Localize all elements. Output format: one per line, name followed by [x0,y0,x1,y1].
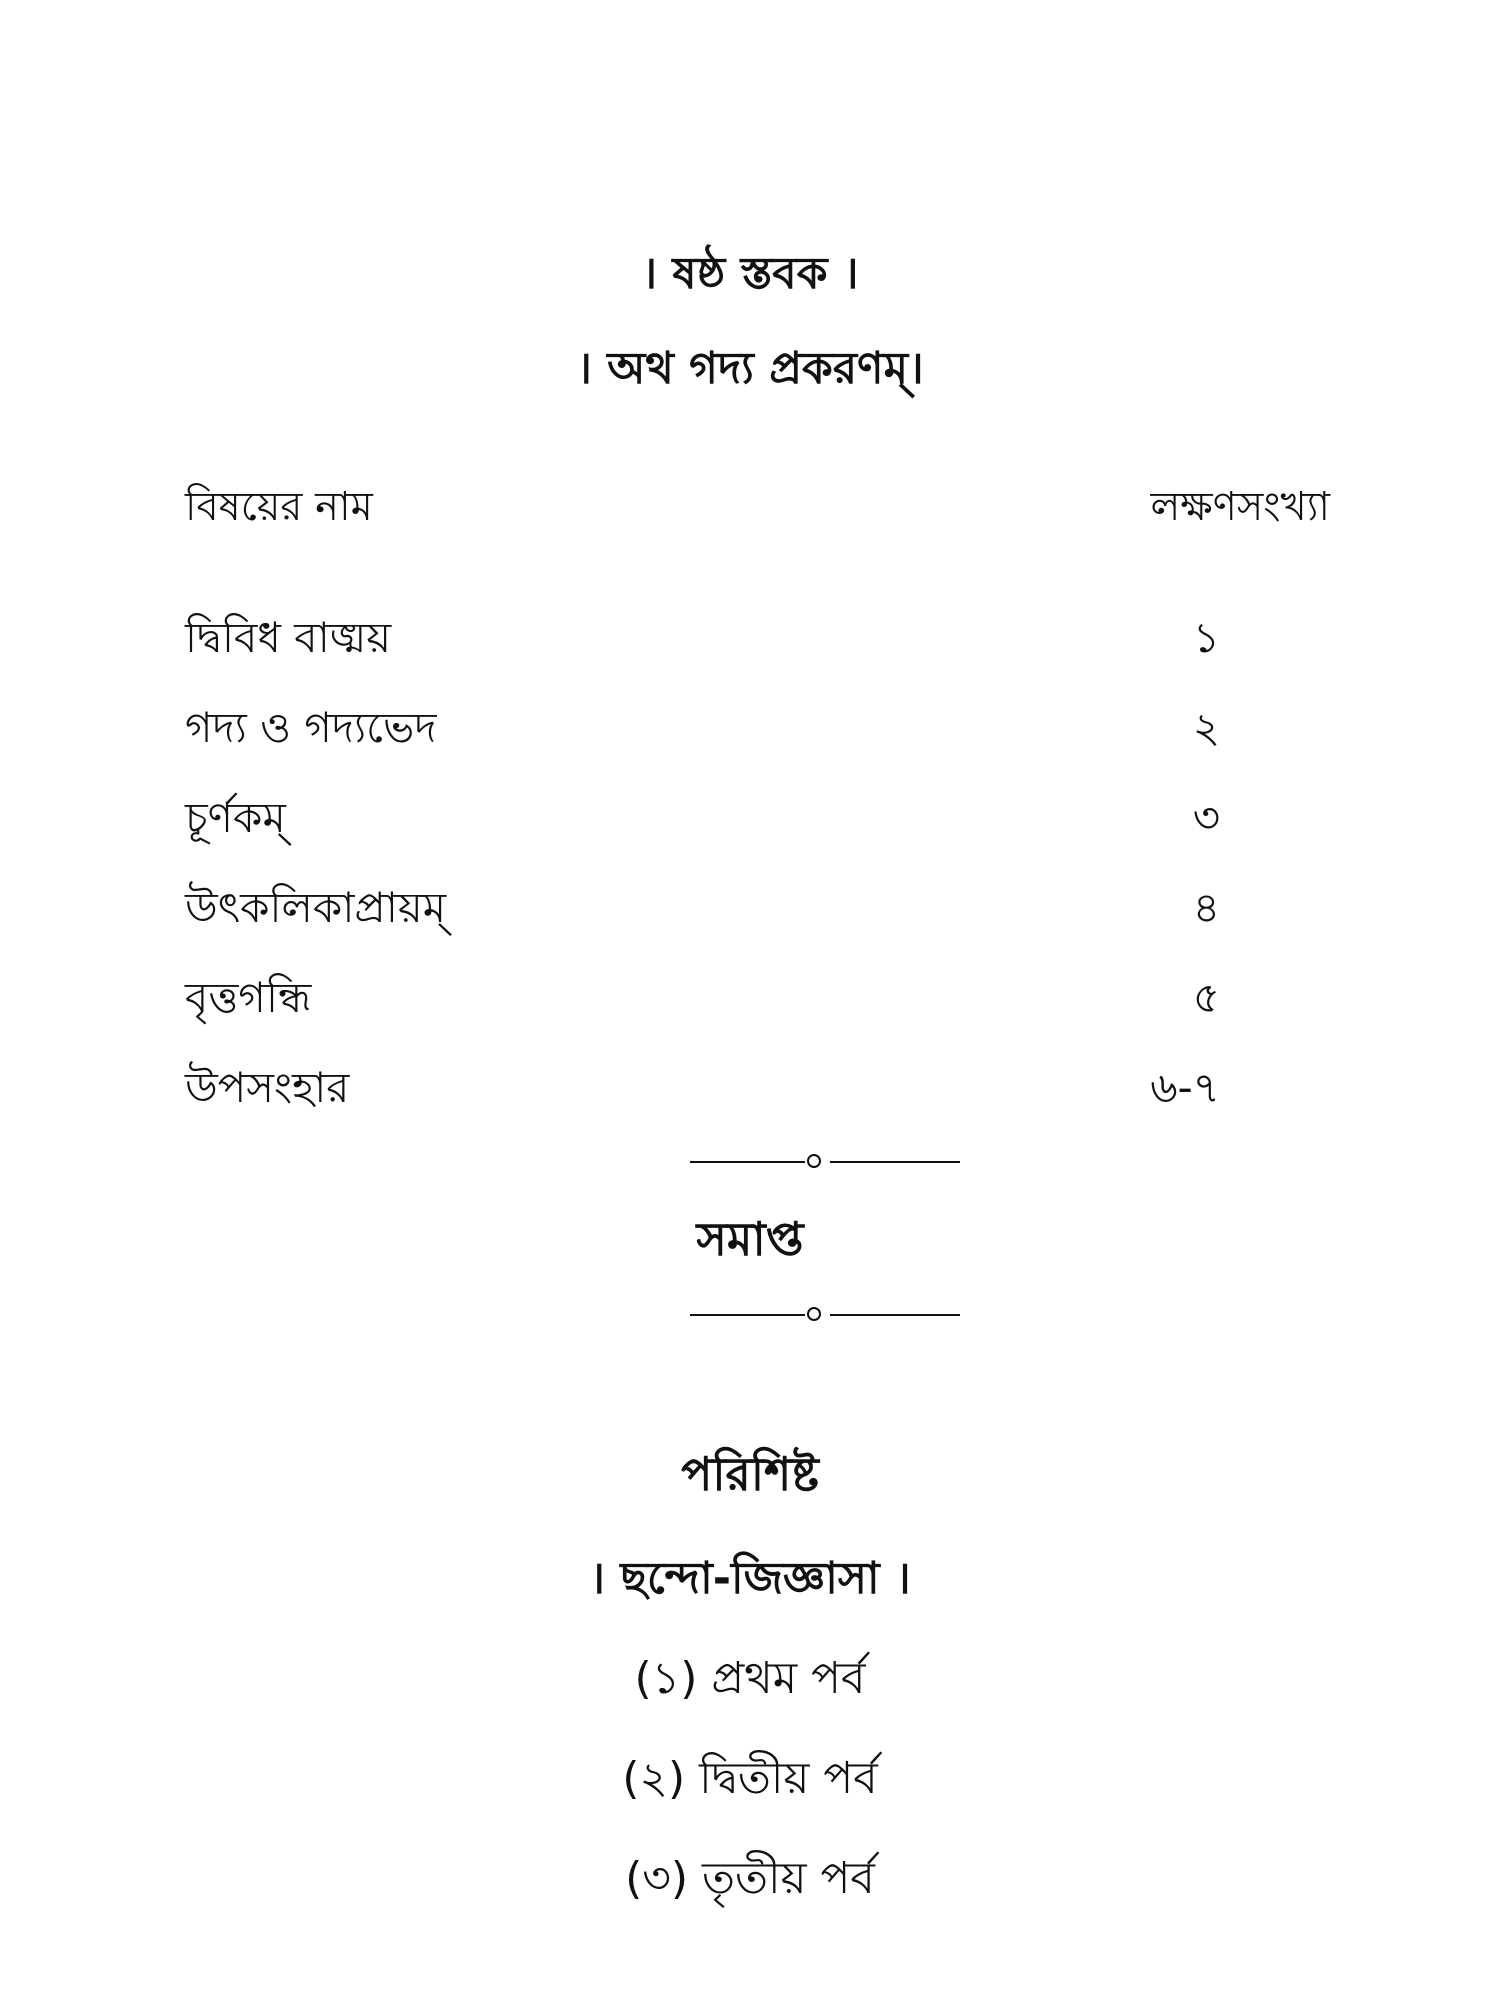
appendix-title: পরিশিষ্ট [681,1447,819,1501]
table-row [185,695,1220,785]
table-row [185,875,1220,965]
row-topic: বৃত্তগন্ধি [185,973,312,1022]
divider-line [690,1314,805,1316]
row-topic: গদ্য ও গদ্যভেদ [185,703,437,752]
row-topic: উপসংহার [185,1063,350,1112]
table-row [185,965,1220,1055]
table-row [185,605,1220,695]
end-mark: সমাপ্ত [696,1212,804,1266]
appendix-part: (১) প্রথম পর্ব [634,1653,866,1704]
column-header-count: লক্ষণসংখ্যা [1150,484,1330,530]
row-topic: চূর্ণকম্ [185,793,286,842]
divider-line [830,1314,960,1316]
row-number: ৪ [1192,883,1220,932]
table-row [185,1055,1220,1145]
appendix-part: (২) দ্বিতীয় পর্ব [622,1753,878,1804]
row-number: ৫ [1192,973,1220,1022]
row-number: ৩ [1192,793,1220,842]
appendix-part: (৩) তৃতীয় পর্ব [625,1853,875,1904]
row-number: ১ [1192,613,1220,662]
divider-line [830,1161,960,1163]
divider-ring-icon [807,1154,821,1168]
row-number: ৬-৭ [1150,1063,1220,1112]
contents-table [185,605,1220,1145]
ornamental-divider [690,1152,960,1172]
row-number: ২ [1192,703,1220,752]
row-topic: দ্বিবিধ বাঙ্ময় [185,613,392,662]
section-heading: । ষষ্ঠ স্তবক । [641,248,859,299]
appendix-subtitle: । ছন্দো-জিজ্ঞাসা । [589,1553,911,1604]
table-row [185,785,1220,875]
section-subheading: । অথ গদ্য প্রকরণম্। [576,343,924,394]
divider-ring-icon [807,1307,821,1321]
divider-line [690,1161,805,1163]
row-topic: উৎকলিকাপ্রায়ম্ [185,883,447,932]
column-header-topic: বিষয়ের নাম [185,484,373,530]
ornamental-divider [690,1305,960,1325]
